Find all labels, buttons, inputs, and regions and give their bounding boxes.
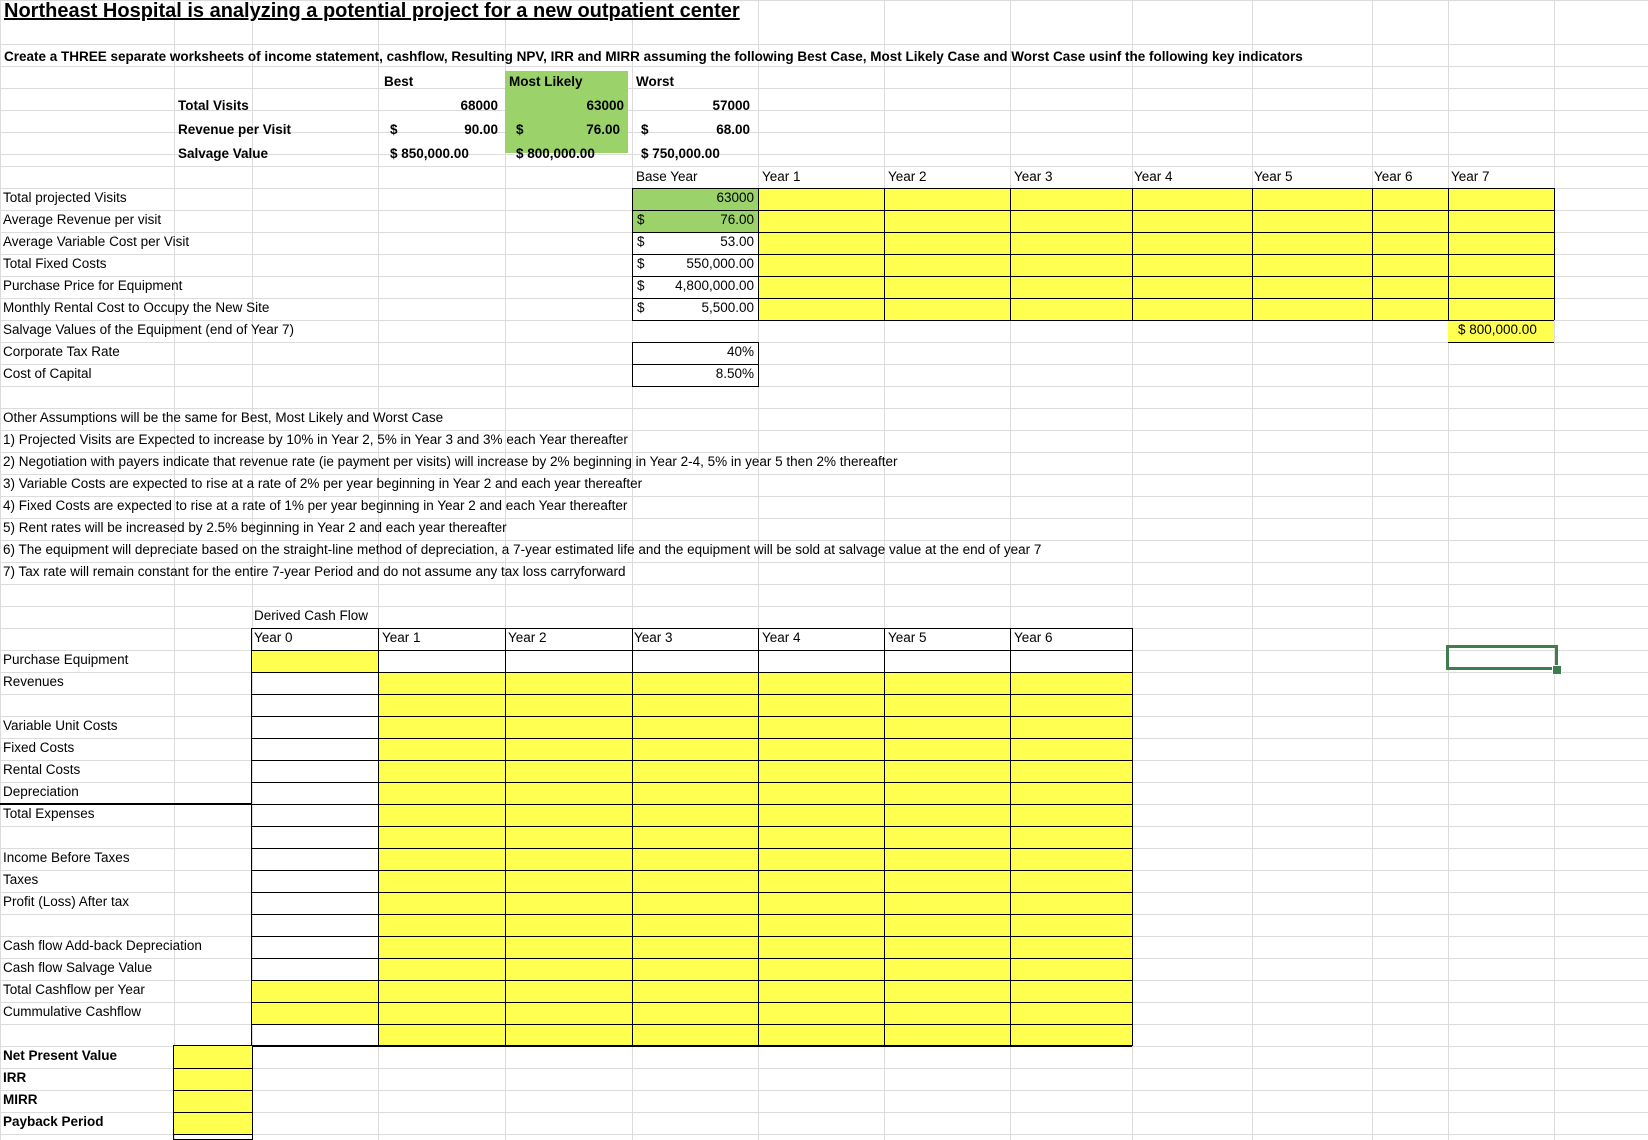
cell-border: [252, 870, 1132, 871]
gridline: [0, 166, 1648, 167]
selected-cell[interactable]: [1446, 645, 1558, 670]
cf-label-cumulative-cashflow: Cummulative Cashflow: [3, 1004, 142, 1019]
cf-header-year-2: Year 2: [508, 630, 547, 645]
assumption-6: 6) The equipment will depreciate based on the straight-line method of depreciation, a 7-year estimated life and the equipment will be sold at salvage value at the end of year 7: [3, 542, 1042, 557]
likely-salvage-value[interactable]: $ 800,000.00: [516, 146, 595, 161]
cell-border: [174, 1090, 252, 1091]
base-fixed-costs[interactable]: 550,000.00: [686, 256, 754, 271]
label-total-projected-visits: Total projected Visits: [3, 190, 127, 205]
gridline: [0, 496, 1648, 497]
cell-border: [378, 628, 379, 1046]
sheet-title: Northeast Hospital is analyzing a potential project for a new outpatient center: [4, 0, 740, 22]
cell-border: [505, 628, 506, 1046]
base-variable-cost[interactable]: 53.00: [720, 234, 754, 249]
cell-border: [252, 738, 1132, 739]
cf-label-fixed-costs: Fixed Costs: [3, 740, 75, 755]
cell-border: [1554, 188, 1555, 320]
cf-label-depreciation: Depreciation: [3, 784, 79, 799]
gridline: [0, 474, 1648, 475]
cell-border: [252, 804, 1132, 805]
gridline: [1554, 0, 1555, 1140]
cf-label-total-cashflow: Total Cashflow per Year: [3, 982, 145, 997]
gridline: [0, 408, 1648, 409]
gridline: [0, 518, 1648, 519]
cell-border: [252, 958, 1132, 959]
label-average-variable-cost: Average Variable Cost per Visit: [3, 234, 190, 249]
assumption-7: 7) Tax rate will remain constant for the entire 7-year Period and do not assume any tax loss carryforward: [3, 564, 626, 579]
cell-border: [1010, 628, 1011, 1046]
best-revenue-per-visit[interactable]: 90.00: [464, 122, 498, 137]
currency-symbol: $: [516, 122, 524, 137]
cf-label-variable-unit-costs: Variable Unit Costs: [3, 718, 118, 733]
cell-border: [632, 188, 1554, 189]
cell-border: [632, 276, 1554, 277]
metric-payback-label: Payback Period: [3, 1114, 104, 1129]
cell-border: [632, 254, 1554, 255]
cf-label-income-before-taxes: Income Before Taxes: [3, 850, 130, 865]
cell-border: [632, 364, 758, 365]
header-year-5: Year 5: [1254, 169, 1293, 184]
base-total-visits[interactable]: 63000: [716, 190, 754, 205]
worst-total-visits[interactable]: 57000: [712, 98, 750, 113]
metric-irr-label: IRR: [3, 1070, 27, 1085]
cf-label-purchase-equipment: Purchase Equipment: [3, 652, 129, 667]
cf-header-year-6: Year 6: [1014, 630, 1053, 645]
assumption-5: 5) Rent rates will be increased by 2.5% beginning in Year 2 and each year thereafter: [3, 520, 507, 535]
cell-border: [252, 892, 1132, 893]
label-salvage-value: Salvage Value: [178, 146, 269, 161]
best-total-visits[interactable]: 68000: [460, 98, 498, 113]
cf-label-addback-depreciation: Cash flow Add-back Depreciation: [3, 938, 202, 953]
worst-salvage-value[interactable]: $ 750,000.00: [641, 146, 720, 161]
label-monthly-rental: Monthly Rental Cost to Occupy the New Site: [3, 300, 270, 315]
gridline: [0, 606, 1648, 607]
label-purchase-price: Purchase Price for Equipment: [3, 278, 183, 293]
label-total-visits: Total Visits: [178, 98, 249, 113]
cell-border: [758, 628, 759, 1046]
assumption-4: 4) Fixed Costs are expected to rise at a rate of 1% per year beginning in Year 2 and each Year thereafter: [3, 498, 628, 513]
gridline: [1252, 0, 1253, 1140]
cell-border: [252, 1024, 1132, 1025]
cf-header-year-5: Year 5: [888, 630, 927, 645]
cell-border: [1448, 342, 1554, 343]
currency-symbol: $: [637, 278, 645, 293]
currency-symbol: $: [637, 300, 645, 315]
cf-label-taxes: Taxes: [3, 872, 39, 887]
likely-total-visits[interactable]: 63000: [586, 98, 624, 113]
gridline: [0, 364, 1648, 365]
cell-border: [632, 628, 633, 1046]
cell-border: [252, 782, 1132, 783]
currency-symbol: $: [637, 212, 645, 227]
cf-header-year-1: Year 1: [382, 630, 421, 645]
currency-symbol: $: [637, 256, 645, 271]
total-expenses-rule: [0, 803, 252, 805]
assumption-3: 3) Variable Costs are expected to rise at a rate of 2% per year beginning in Year 2 and each year thereafter: [3, 476, 643, 491]
header-year-2: Year 2: [888, 169, 927, 184]
assumption-intro: Other Assumptions will be the same for Best, Most Likely and Worst Case: [3, 410, 444, 425]
label-corporate-tax-rate: Corporate Tax Rate: [3, 344, 120, 359]
worst-revenue-per-visit[interactable]: 68.00: [716, 122, 750, 137]
header-year-6: Year 6: [1374, 169, 1413, 184]
likely-revenue-per-visit[interactable]: 76.00: [586, 122, 620, 137]
label-revenue-per-visit: Revenue per Visit: [178, 122, 292, 137]
header-base-year: Base Year: [636, 169, 698, 184]
label-average-revenue: Average Revenue per visit: [3, 212, 162, 227]
label-salvage-values: Salvage Values of the Equipment (end of Year 7): [3, 322, 294, 337]
gridline: [0, 88, 1648, 89]
base-purchase-price[interactable]: 4,800,000.00: [675, 278, 754, 293]
cell-border: [252, 672, 1132, 673]
gridline: [0, 44, 1648, 45]
metrics-border: [173, 1045, 253, 1140]
gridline: [0, 540, 1648, 541]
metric-mirr-label: MIRR: [3, 1092, 38, 1107]
cf-label-rental-costs: Rental Costs: [3, 762, 81, 777]
cell-border: [252, 1046, 1132, 1047]
cf-header-year-3: Year 3: [634, 630, 673, 645]
cell-border: [632, 210, 1554, 211]
currency-symbol: $: [637, 234, 645, 249]
gridline: [0, 584, 1648, 585]
cf-header-year-0: Year 0: [254, 630, 293, 645]
best-salvage-value[interactable]: $ 850,000.00: [390, 146, 469, 161]
cashflow-section-title: Derived Cash Flow: [254, 608, 369, 623]
header-worst: Worst: [636, 74, 675, 89]
fill-handle[interactable]: [1552, 665, 1562, 675]
gridline: [0, 430, 1648, 431]
gridline: [0, 66, 1648, 67]
header-best: Best: [384, 74, 414, 89]
cf-header-year-4: Year 4: [762, 630, 801, 645]
cell-border: [252, 650, 1132, 651]
cell-border: [252, 848, 1132, 849]
assumption-2: 2) Negotiation with payers indicate that revenue rate (ie payment per visits) will increase by 2% beginning in Year 2-4, 5% in year 5 then 2% thereafter: [3, 454, 898, 469]
cell-border: [252, 936, 1132, 937]
metric-npv-label: Net Present Value: [3, 1048, 118, 1063]
cell-border: [252, 914, 1132, 915]
cell-border: [174, 1134, 252, 1135]
assumption-1: 1) Projected Visits are Expected to increase by 10% in Year 2, 5% in Year 3 and 3% each Year thereafter: [3, 432, 628, 447]
gridline: [1448, 0, 1449, 1140]
header-year-1: Year 1: [762, 169, 801, 184]
cell-border: [252, 760, 1132, 761]
cell-border: [252, 980, 1132, 981]
base-revenue-per-visit[interactable]: 76.00: [720, 212, 754, 227]
cell-border: [252, 694, 1132, 695]
currency-symbol: $: [390, 122, 398, 137]
cell-border: [252, 716, 1132, 717]
header-year-3: Year 3: [1014, 169, 1053, 184]
base-tax-rate[interactable]: 40%: [726, 344, 754, 359]
gridline: [0, 452, 1648, 453]
cell-border: [252, 826, 1132, 827]
header-year-4: Year 4: [1134, 169, 1173, 184]
gridline: [0, 386, 1648, 387]
instruction-text: Create a THREE separate worksheets of income statement, cashflow, Resulting NPV, IRR and MIRR assuming the following Best Case, Most Likely Case and Worst Case usinf the following key indicators: [4, 49, 1303, 64]
cell-border: [632, 298, 1554, 299]
cell-border: [174, 1068, 252, 1069]
cell-border: [174, 1112, 252, 1113]
header-year-7: Year 7: [1451, 169, 1490, 184]
header-most-likely: Most Likely: [509, 74, 583, 89]
salvage-year7-value[interactable]: $ 800,000.00: [1458, 322, 1537, 337]
cell-border: [252, 1002, 1132, 1003]
gridline: [0, 342, 1648, 343]
cf-table-border: [251, 628, 1133, 1046]
gridline: [0, 562, 1648, 563]
cell-border: [884, 628, 885, 1046]
currency-symbol: $: [641, 122, 649, 137]
gridline: [0, 0, 1, 1140]
gridline: [1372, 0, 1373, 1140]
cf-label-total-expenses: Total Expenses: [3, 806, 95, 821]
base-cost-of-capital[interactable]: 8.50%: [715, 366, 754, 381]
cell-border: [632, 320, 1554, 321]
cell-border: [632, 232, 1554, 233]
cf-label-revenues: Revenues: [3, 674, 64, 689]
cf-label-salvage-value: Cash flow Salvage Value: [3, 960, 153, 975]
label-cost-of-capital: Cost of Capital: [3, 366, 92, 381]
base-monthly-rental[interactable]: 5,500.00: [701, 300, 754, 315]
cf-label-profit-after-tax: Profit (Loss) After tax: [3, 894, 130, 909]
label-total-fixed-costs: Total Fixed Costs: [3, 256, 107, 271]
